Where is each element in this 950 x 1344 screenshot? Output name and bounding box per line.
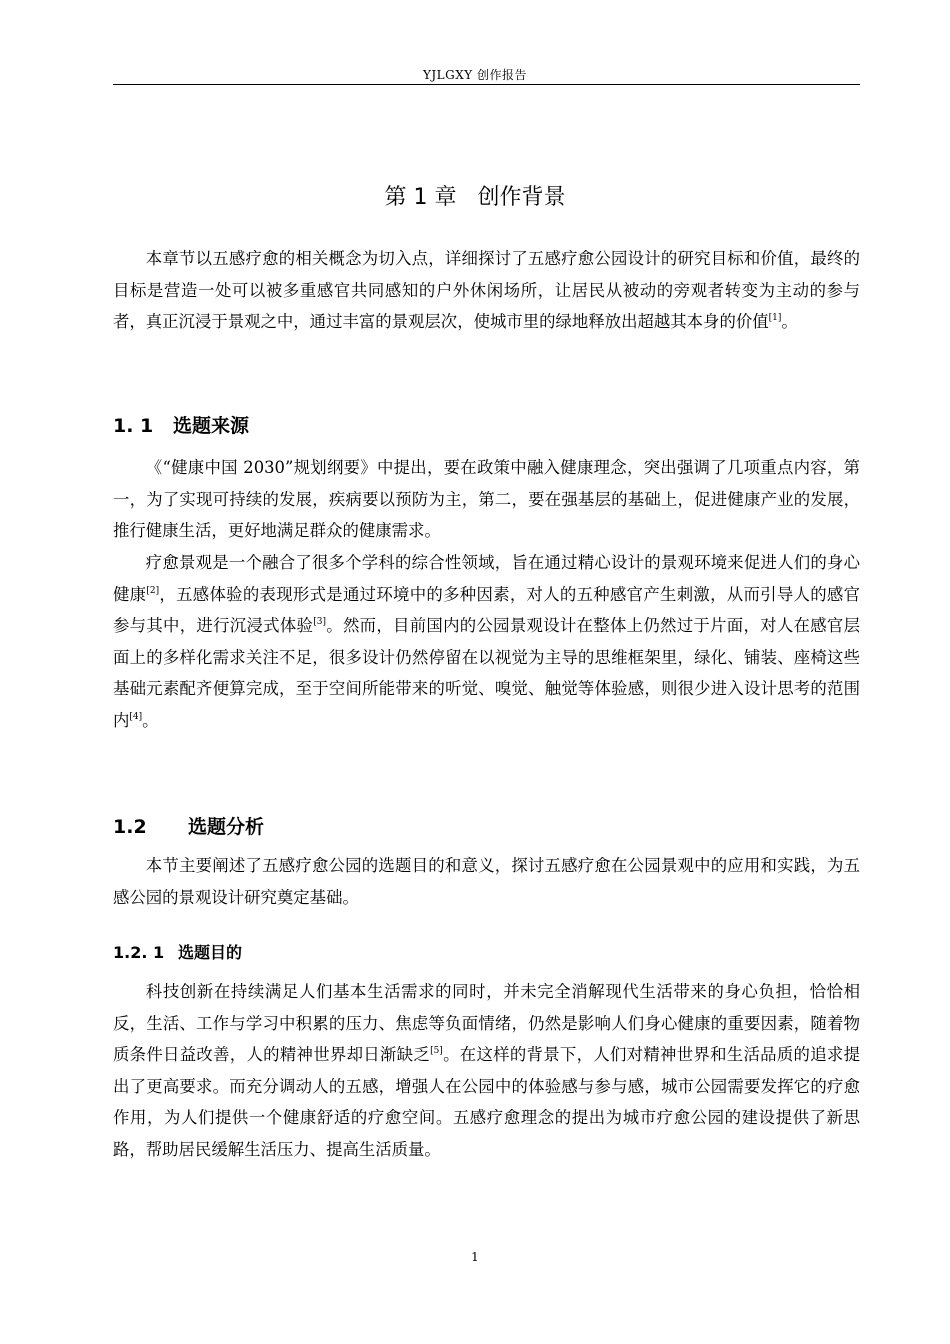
paragraph-1-1-b xyxy=(113,547,860,737)
running-header: YJLGXY 创作报告 xyxy=(422,68,528,82)
intro-text: 本章节以五感疗愈的相关概念为切入点，详细探讨了五感疗愈公园设计的研究目标和价值，最终的目标是营造一处可以被多重感官共同感知的户外休闲场所，让居民从被动的旁观者转变为主动的参与者，真正沉浸于景观之中，通过丰富的景观层次，使城市里的绿地释放出超越其本身的价值 xyxy=(113,249,860,332)
paragraph-1-2-1 xyxy=(113,976,860,1166)
section-number: 1.2. 1 xyxy=(113,943,165,962)
page-number: 1 xyxy=(471,1250,479,1264)
intro-end: 。 xyxy=(781,312,798,332)
citation-2[interactable]: [2] xyxy=(146,585,160,596)
section-number: 1.2 xyxy=(113,816,147,838)
citation-1[interactable]: [1] xyxy=(768,313,782,324)
header-rule xyxy=(113,84,860,85)
paragraph-end: 。 xyxy=(142,710,159,730)
section-number: 1. 1 xyxy=(113,415,154,437)
section-heading-1-2 xyxy=(113,812,264,839)
paragraph-1-1-a xyxy=(113,452,860,547)
paragraph-1-2 xyxy=(113,850,860,913)
paragraph-text: ，五感体验的表现形式是通过环境中的多种因素，对人的五种感官产生刺激，从而引导人的感官参与其中，进行沉浸式体验 xyxy=(113,584,860,636)
paragraph-text: 。然而，目前国内的公园景观设计在整体上仍然过于片面，对人在感官层面上的多样化需求关注不足，很多设计仍然停留在以视觉为主导的思维框架里，绿化、铺装、座椅这些基础元素配齐便算完成，至于空间所能带来的听觉、嗅觉、触觉等体验感，则很少进入设计思考的范围内 xyxy=(113,616,860,730)
paragraph-text: 本节主要阐述了五感疗愈公园的选题目的和意义，探讨五感疗愈在公园景观中的应用和实践，为五感公园的景观设计研究奠定基础。 xyxy=(113,856,860,907)
section-heading-1-2-1 xyxy=(113,940,242,963)
paragraph-text: 科技创新在持续满足人们基本生活需求的同时，并未完全消解现代生活带来的身心负担，恰恰相反，生活、工作与学习中积累的压力、焦虑等负面情绪，仍然是影响人们身心健康的重要因素，随着物质条件日益改善，人的精神世界却日渐缺乏 xyxy=(113,982,860,1065)
paragraph-text: 。在这样的背景下，人们对精神世界和生活品质的追求提出了更高要求。而充分调动人的五感，增强人在公园中的体验感与参与感，城市公园需要发挥它的疗愈作用，为人们提供一个健康舒适的疗愈空间。五感疗愈理念的提出为城市疗愈公园的建设提供了新思路，帮助居民缓解生活压力、提高生活质量。 xyxy=(113,1045,860,1159)
chapter-title-text: 第 1 章 创作背景 xyxy=(384,185,566,210)
citation-4[interactable]: [4] xyxy=(129,711,143,722)
intro-paragraph xyxy=(113,243,860,338)
citation-3[interactable]: [3] xyxy=(313,617,326,628)
section-heading-1-1 xyxy=(113,411,249,438)
paragraph-text: 《“健康中国 2030”规划纲要》中提出，要在政策中融入健康理念，突出强调了几项重点内容，第一，为了实现可持续的发展，疾病要以预防为主，第二，要在强基层的基础上，促进健康产业的发展，推行健康生活，更好地满足群众的健康需求。 xyxy=(113,458,860,541)
section-title: 选题目的 xyxy=(178,943,243,962)
paragraph-text: 疗愈景观是一个融合了很多个学科的综合性领域，旨在通过精心设计的景观环境来促进人们的身心健康 xyxy=(113,553,860,604)
chapter-title xyxy=(0,180,950,211)
section-title: 选题来源 xyxy=(173,415,250,437)
citation-5[interactable]: [5] xyxy=(430,1046,443,1057)
section-title: 选题分析 xyxy=(188,816,265,838)
